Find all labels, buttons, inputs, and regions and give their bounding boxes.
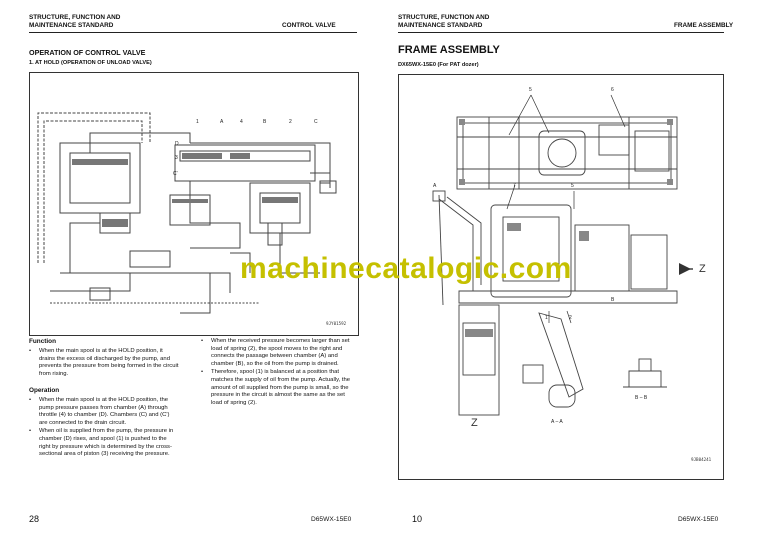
frame-callout-1: 1 <box>545 315 548 321</box>
frame-callout-A: A <box>433 183 437 189</box>
callout-C: C <box>314 119 318 125</box>
left-header-line2: MAINTENANCE STANDARD <box>29 22 114 29</box>
right-header-line2: MAINTENANCE STANDARD <box>398 22 483 29</box>
right-title: FRAME ASSEMBLY <box>398 44 500 56</box>
frame-figure-code: 9JB04241 <box>691 457 712 462</box>
right-header-line1: STRUCTURE, FUNCTION AND <box>398 14 490 21</box>
left-title: OPERATION OF CONTROL VALVE <box>29 48 146 57</box>
operation-heading: Operation <box>29 387 60 394</box>
frame-callout-5-top: 5 <box>529 87 532 93</box>
callout-C-prime: C' <box>173 171 178 177</box>
right-column-bullet-1: • When the received pressure becomes larger than set load of spring (2), the spool moves to the right and connects the passage between chamber (A) and chamber (B), so the oil from the pump is drained. <box>201 338 357 368</box>
right-model: D65WX-15E0 <box>678 516 719 523</box>
operation-bullet-2: • When oil is supplied from the pump, the pressure in chamber (D) rises, and spool (1) is pushed to the right by pressure which is determined by the cross-sectional area of piston (3) receiving the pressure. <box>29 428 179 458</box>
right-column-bullet-2: • Therefore, spool (1) is balanced at a position that matches the supply of oil from the pump. Actually, the amount of oil supplied from the pump is small, so the pressure in the circuit is almost the same as the set load of spring (2). <box>201 369 357 407</box>
left-header-rule <box>29 32 357 33</box>
right-subtitle: DX65WX-15E0 (For PAT dozer) <box>398 62 479 68</box>
operation-bullet-1: • When the main spool is at the HOLD position, the pump pressure passes from chamber (A) through throttle (4) to chamber (D). Chambers (C) and (C') are connected to the drain circuit. <box>29 397 179 427</box>
frame-callout-B: B <box>611 297 615 303</box>
left-header-topic: CONTROL VALVE <box>282 22 336 29</box>
view-label-z-right: Z <box>699 263 706 275</box>
figure-code: 9JY01592 <box>326 321 347 326</box>
right-column-list <box>201 338 357 408</box>
view-label-a-a: A – A <box>551 419 563 425</box>
callout-A: A <box>220 119 224 125</box>
left-model: D65WX-15E0 <box>311 516 352 523</box>
callout-4: 4 <box>240 119 243 125</box>
control-valve-diagram <box>29 72 359 336</box>
watermark: machinecatalogic.com <box>240 252 572 285</box>
callout-D: D <box>175 141 179 147</box>
right-header-section <box>398 14 489 30</box>
frame-callout-7: 7 <box>513 183 516 189</box>
left-header-line1: STRUCTURE, FUNCTION AND <box>29 14 121 21</box>
left-header-section <box>29 14 120 30</box>
callout-B: B <box>263 119 267 125</box>
right-header-topic: FRAME ASSEMBLY <box>674 22 734 29</box>
view-label-z-bottom: Z <box>471 417 478 429</box>
operation-list <box>29 397 179 460</box>
control-valve-drawing <box>30 73 358 335</box>
callout-1: 1 <box>196 119 199 125</box>
callout-2: 2 <box>289 119 292 125</box>
function-bullet-1: • When the main spool is at the HOLD position, it drains the excess oil discharged by the pump, and prevents the pressure from being formed in the circuit from rising. <box>29 348 179 378</box>
function-list <box>29 348 179 379</box>
right-header-rule <box>398 32 724 33</box>
function-heading: Function <box>29 338 56 345</box>
view-label-b-b: B – B <box>635 395 648 401</box>
frame-callout-5-mid: 5 <box>571 183 574 189</box>
callout-3: 3 <box>175 155 178 161</box>
frame-callout-2: 2 <box>569 315 572 321</box>
left-subtitle: 1. AT HOLD (OPERATION OF UNLOAD VALVE) <box>29 60 152 66</box>
right-page-number: 10 <box>412 514 423 524</box>
frame-callout-6: 6 <box>611 87 614 93</box>
left-page-number: 28 <box>29 514 40 524</box>
